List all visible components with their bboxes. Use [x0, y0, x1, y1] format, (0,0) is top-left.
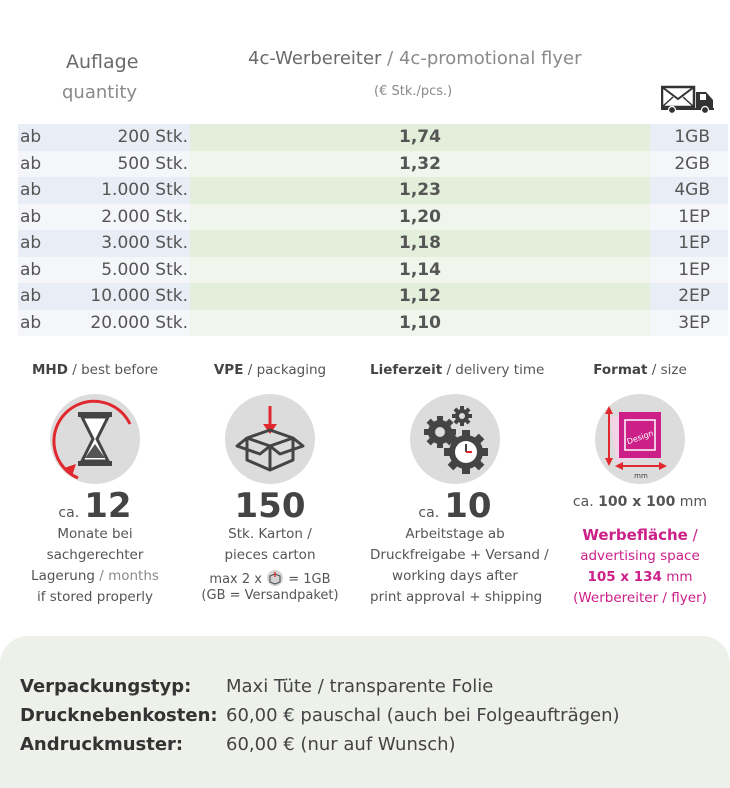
feature-format [555, 362, 725, 609]
ab-cell: ab [18, 151, 64, 178]
format-title-bold: Format [593, 362, 648, 378]
format-size-value: 100 x 100 [598, 494, 676, 510]
lieferzeit-title-bold: Lieferzeit [370, 362, 443, 378]
price-table [18, 124, 728, 336]
table-row [18, 310, 728, 337]
mhd-title-rest: / best before [67, 362, 159, 378]
format-title [555, 362, 725, 378]
detail-row-costs [20, 705, 620, 726]
lieferzeit-days: 10 [444, 486, 492, 526]
format-size [555, 492, 725, 513]
open-box-icon [225, 394, 315, 484]
detail-label: Drucknebenkosten: [20, 705, 218, 726]
lieferzeit-title [370, 362, 545, 378]
ab-cell: ab [18, 283, 64, 310]
table-row [18, 151, 728, 178]
price-cell: 1,18 [190, 230, 650, 257]
ab-cell: ab [18, 257, 64, 284]
hourglass-icon [50, 394, 140, 484]
vpe-title-rest: / packaging [243, 362, 327, 378]
detail-value: 60,00 € pauschal (auch bei Folgeaufträgen) [226, 705, 620, 726]
price-cell: 1,32 [190, 151, 650, 178]
shipping-cell: 1EP [650, 257, 728, 284]
werbeflaeche-sep: / [687, 526, 698, 544]
price-cell: 1,14 [190, 257, 650, 284]
vpe-gb-note: (GB = Versandpaket) [201, 588, 339, 603]
vpe-max [185, 570, 355, 588]
format-icon-mm-label: mm [634, 472, 648, 480]
gears-clock-icon [410, 394, 500, 484]
mhd-line3-a: Lagerung [31, 568, 95, 584]
quantity-header: quantity [62, 82, 138, 103]
product-en: 4c-promotional flyer [398, 48, 582, 69]
table-row [18, 257, 728, 284]
format-size-unit: mm [679, 494, 708, 510]
ab-cell: ab [18, 310, 64, 337]
mhd-number [10, 488, 180, 524]
shipping-cell: 1EP [650, 230, 728, 257]
quantity-cell: 10.000 Stk. [64, 283, 190, 310]
werbeflaeche-title [555, 525, 725, 546]
quantity-cell: 5.000 Stk. [64, 257, 190, 284]
feature-vpe [185, 362, 355, 604]
price-cell: 1,12 [190, 283, 650, 310]
small-box-icon [266, 570, 284, 586]
shipping-cell: 2EP [650, 283, 728, 310]
shipping-cell: 3EP [650, 310, 728, 337]
vpe-pieces: 150 [234, 486, 306, 526]
detail-row-proof [20, 734, 456, 755]
format-ca: ca. [572, 494, 594, 510]
lieferzeit-line2: Druckfreigabe + Versand / [370, 547, 549, 563]
format-size-icon [595, 394, 685, 484]
werbeflaeche-en: advertising space [580, 548, 700, 564]
mhd-line1: Monate bei [57, 526, 133, 542]
detail-row-packaging [20, 676, 493, 697]
quantity-cell: 1.000 Stk. [64, 177, 190, 204]
ab-cell: ab [18, 124, 64, 151]
werbeflaeche-de: Werbefläche [582, 526, 688, 544]
mhd-line3-b: / months [94, 568, 159, 584]
shipping-cell: 2GB [650, 151, 728, 178]
table-row [18, 177, 728, 204]
price-cell: 1,74 [190, 124, 650, 151]
ab-cell: ab [18, 204, 64, 231]
product-header [248, 48, 582, 69]
table-row [18, 283, 728, 310]
delivery-truck-icon [661, 84, 715, 114]
quantity-cell: 500 Stk. [64, 151, 190, 178]
quantity-cell: 3.000 Stk. [64, 230, 190, 257]
format-title-rest: / size [647, 362, 687, 378]
price-cell: 1,20 [190, 204, 650, 231]
table-row [18, 230, 728, 257]
quantity-cell: 2.000 Stk. [64, 204, 190, 231]
mhd-ca: ca. [58, 505, 80, 521]
lieferzeit-line4: print approval + shipping [370, 589, 543, 605]
mhd-title [10, 362, 180, 378]
vpe-max-b: = 1GB [288, 572, 331, 587]
price-cell: 1,23 [190, 177, 650, 204]
unit-header: (€ Stk./pcs.) [374, 84, 453, 99]
detail-label: Andruckmuster: [20, 734, 184, 755]
mhd-line4: if stored properly [36, 589, 154, 605]
vpe-title-bold: VPE [213, 362, 244, 378]
ab-cell: ab [18, 177, 64, 204]
ab-cell: ab [18, 230, 64, 257]
table-row [18, 124, 728, 151]
lieferzeit-ca: ca. [418, 505, 440, 521]
feature-mhd [10, 362, 180, 608]
shipping-cell: 1GB [650, 124, 728, 151]
vpe-max-a: max 2 x [209, 572, 262, 587]
product-sep: / [381, 48, 399, 69]
mhd-title-bold: MHD [31, 362, 68, 378]
format-icon-design-label: Design [625, 428, 655, 447]
table-row [18, 204, 728, 231]
werbeflaeche-size [555, 567, 725, 588]
quantity-cell: 200 Stk. [64, 124, 190, 151]
shipping-cell: 1EP [650, 204, 728, 231]
quantity-cell: 20.000 Stk. [64, 310, 190, 337]
auflage-header: Auflage [66, 51, 139, 73]
lieferzeit-number [370, 488, 540, 524]
detail-value: Maxi Tüte / transparente Folie [226, 676, 494, 697]
vpe-line2: pieces carton [224, 547, 316, 563]
vpe-title [185, 362, 355, 378]
mhd-line2: sachgerechter [46, 547, 144, 563]
price-cell: 1,10 [190, 310, 650, 337]
werbeflaeche-unit: mm [661, 569, 693, 585]
lieferzeit-line1: Arbeitstage ab [405, 526, 505, 542]
werbeflaeche-note: (Werbereiter / flyer) [573, 590, 707, 606]
detail-label: Verpackungstyp: [20, 676, 192, 697]
lieferzeit-line3: working days after [392, 568, 518, 584]
mhd-line3 [10, 566, 180, 587]
werbeflaeche-size-value: 105 x 134 [587, 569, 662, 585]
lieferzeit-title-rest: / delivery time [442, 362, 545, 378]
detail-value: 60,00 € (nur auf Wunsch) [226, 734, 456, 755]
product-de: 4c-Werbereiter [248, 48, 382, 69]
feature-lieferzeit [370, 362, 549, 608]
mhd-months: 12 [84, 486, 132, 526]
vpe-number [185, 488, 355, 524]
vpe-line1: Stk. Karton / [228, 526, 312, 542]
shipping-cell: 4GB [650, 177, 728, 204]
